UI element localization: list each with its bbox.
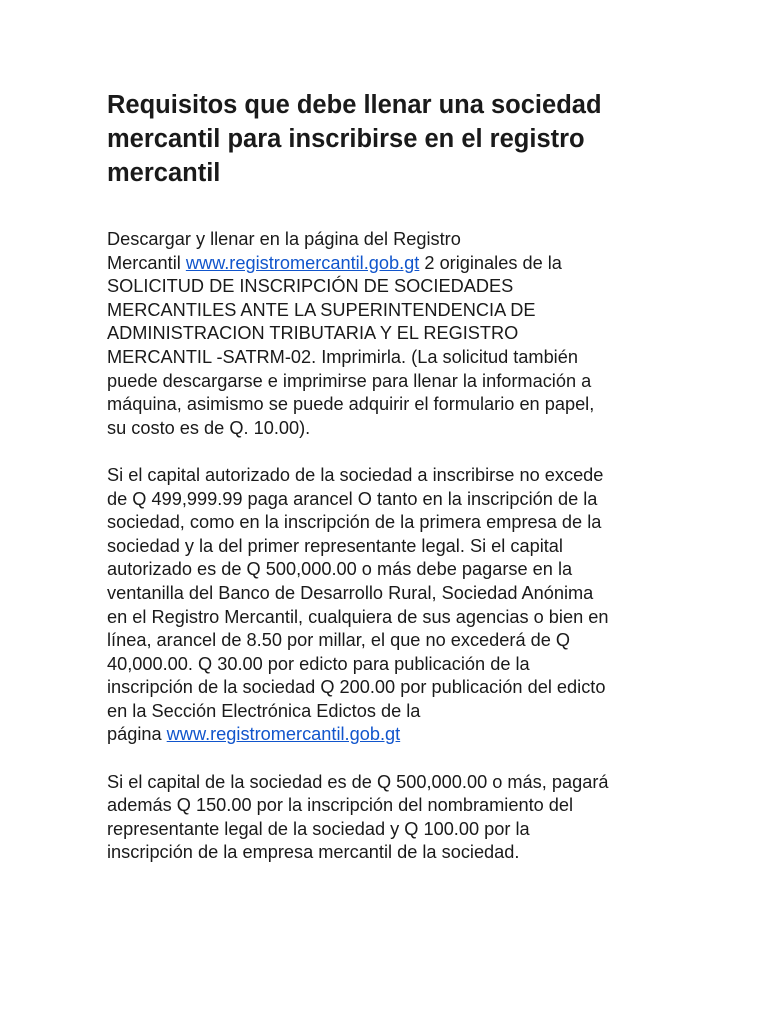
text-line: MERCANTILES ANTE LA SUPERINTENDENCIA DE bbox=[107, 299, 536, 320]
paragraph-download-form bbox=[107, 228, 667, 440]
registro-mercantil-link[interactable]: www.registromercantil.gob.gt bbox=[166, 724, 401, 745]
document-page bbox=[107, 88, 667, 889]
text-fragment: página bbox=[107, 724, 167, 745]
paragraph-capital-fees bbox=[107, 464, 667, 747]
title-line: mercantil bbox=[107, 159, 221, 187]
registro-mercantil-link[interactable]: www.registromercantil.gob.gt bbox=[185, 252, 420, 273]
paragraph-additional-fees bbox=[107, 771, 667, 865]
text-line: ventanilla del Banco de Desarrollo Rural, Sociedad Anónima bbox=[107, 582, 594, 603]
text-line: MERCANTIL -SATRM-02. Imprimirla. (La solicitud también bbox=[107, 346, 578, 367]
text-line: 40,000.00. Q 30.00 por edicto para publicación de la bbox=[107, 653, 530, 674]
text-line: puede descargarse e imprimirse para llenar la información a bbox=[107, 370, 592, 391]
text-line: su costo es de Q. 10.00). bbox=[107, 417, 311, 438]
text-line: de Q 499,999.99 paga arancel O tanto en la inscripción de la bbox=[107, 488, 598, 509]
text-line: además Q 150.00 por la inscripción del nombramiento del bbox=[107, 795, 574, 816]
text-fragment: Mercantil bbox=[107, 252, 186, 273]
title-line: Requisitos que debe llenar una sociedad bbox=[107, 91, 602, 119]
text-line: ADMINISTRACION TRIBUTARIA Y EL REGISTRO bbox=[107, 323, 519, 344]
text-line: máquina, asimismo se puede adquirir el formulario en papel, bbox=[107, 394, 595, 415]
text-line bbox=[107, 252, 667, 276]
text-line bbox=[107, 723, 667, 747]
text-line: en la Sección Electrónica Edictos de la bbox=[107, 700, 421, 721]
text-line: línea, arancel de 8.50 por millar, el que no excederá de Q bbox=[107, 630, 571, 651]
text-line: Si el capital autorizado de la sociedad a inscribirse no excede bbox=[107, 464, 604, 485]
text-line: Descargar y llenar en la página del Registro bbox=[107, 229, 461, 249]
text-line: sociedad y la del primer representante legal. Si el capital bbox=[107, 535, 563, 556]
document-title bbox=[107, 88, 667, 190]
title-line: mercantil para inscribirse en el registro bbox=[107, 125, 585, 153]
text-line: sociedad, como en la inscripción de la primera empresa de la bbox=[107, 512, 602, 533]
text-fragment: 2 originales de la bbox=[419, 252, 562, 273]
text-line: autorizado es de Q 500,000.00 o más debe pagarse en la bbox=[107, 559, 573, 580]
text-line: inscripción de la sociedad Q 200.00 por publicación del edicto bbox=[107, 677, 606, 698]
text-line: SOLICITUD DE INSCRIPCIÓN DE SOCIEDADES bbox=[107, 276, 514, 297]
text-line: representante legal de la sociedad y Q 100.00 por la bbox=[107, 818, 530, 839]
text-line: en el Registro Mercantil, cualquiera de sus agencias o bien en bbox=[107, 606, 609, 627]
text-line: Si el capital de la sociedad es de Q 500,000.00 o más, pagará bbox=[107, 771, 609, 792]
text-line: inscripción de la empresa mercantil de la sociedad. bbox=[107, 842, 520, 863]
